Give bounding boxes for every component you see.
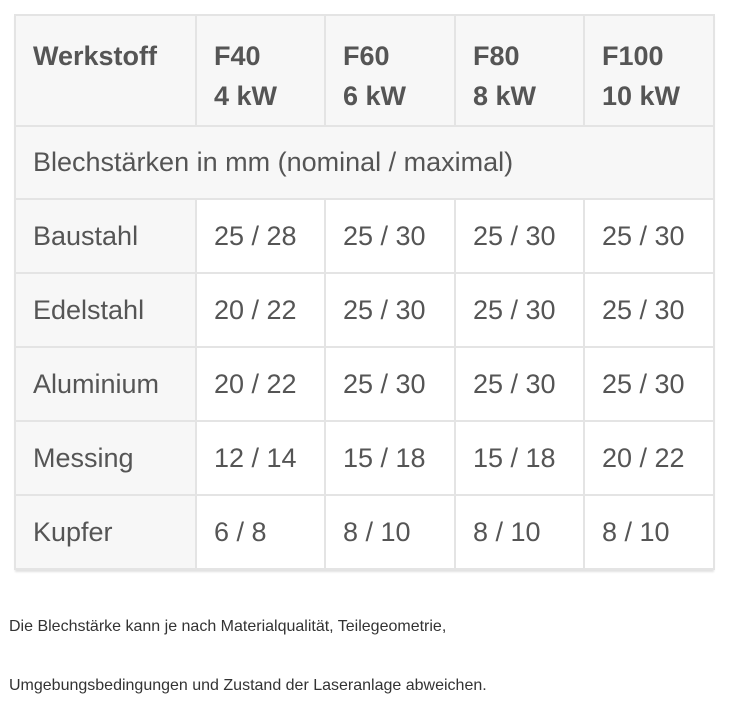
header-power: 10 kW bbox=[602, 81, 681, 111]
header-f80 bbox=[455, 15, 584, 126]
header-material-label: Werkstoff bbox=[33, 41, 158, 71]
thickness-table-container bbox=[14, 14, 713, 570]
sheet-thickness-table bbox=[14, 14, 715, 570]
table-header-row bbox=[15, 15, 714, 126]
section-row bbox=[15, 126, 714, 199]
row-material: Kupfer bbox=[15, 495, 196, 569]
row-material: Aluminium bbox=[15, 347, 196, 421]
cell-value: 25 / 30 bbox=[455, 199, 584, 273]
header-f40 bbox=[196, 15, 325, 126]
cell-value: 25 / 30 bbox=[584, 199, 714, 273]
header-power: 8 kW bbox=[473, 81, 537, 111]
cell-value: 25 / 30 bbox=[325, 199, 455, 273]
cell-value: 8 / 10 bbox=[584, 495, 714, 569]
cell-value: 8 / 10 bbox=[325, 495, 455, 569]
cell-value: 25 / 30 bbox=[584, 273, 714, 347]
disclaimer-line-1: Die Blechstärke kann je nach Materialqualität, Teilegeometrie, bbox=[9, 618, 447, 635]
row-material: Messing bbox=[15, 421, 196, 495]
cell-value: 20 / 22 bbox=[196, 273, 325, 347]
table-row bbox=[15, 199, 714, 273]
cell-value: 25 / 30 bbox=[455, 273, 584, 347]
row-material: Edelstahl bbox=[15, 273, 196, 347]
cell-value: 25 / 30 bbox=[325, 273, 455, 347]
table-row bbox=[15, 273, 714, 347]
disclaimer-line-2: Umgebungsbedingungen und Zustand der Laseranlage abweichen. bbox=[9, 677, 487, 694]
header-model: F40 bbox=[214, 41, 261, 71]
table-row bbox=[15, 421, 714, 495]
cell-value: 20 / 22 bbox=[196, 347, 325, 421]
header-model: F100 bbox=[602, 41, 664, 71]
header-model: F80 bbox=[473, 41, 520, 71]
table-row bbox=[15, 495, 714, 569]
header-power: 6 kW bbox=[343, 81, 407, 111]
cell-value: 25 / 30 bbox=[455, 347, 584, 421]
header-power: 4 kW bbox=[214, 81, 278, 111]
table-row bbox=[15, 347, 714, 421]
header-f60 bbox=[325, 15, 455, 126]
header-material bbox=[15, 15, 196, 126]
cell-value: 8 / 10 bbox=[455, 495, 584, 569]
header-model: F60 bbox=[343, 41, 390, 71]
header-f100 bbox=[584, 15, 714, 126]
cell-value: 25 / 30 bbox=[325, 347, 455, 421]
cell-value: 15 / 18 bbox=[455, 421, 584, 495]
section-label: Blechstärken in mm (nominal / maximal) bbox=[15, 126, 714, 199]
cell-value: 25 / 30 bbox=[584, 347, 714, 421]
cell-value: 12 / 14 bbox=[196, 421, 325, 495]
cell-value: 15 / 18 bbox=[325, 421, 455, 495]
cell-value: 6 / 8 bbox=[196, 495, 325, 569]
row-material: Baustahl bbox=[15, 199, 196, 273]
cell-value: 20 / 22 bbox=[584, 421, 714, 495]
cell-value: 25 / 28 bbox=[196, 199, 325, 273]
